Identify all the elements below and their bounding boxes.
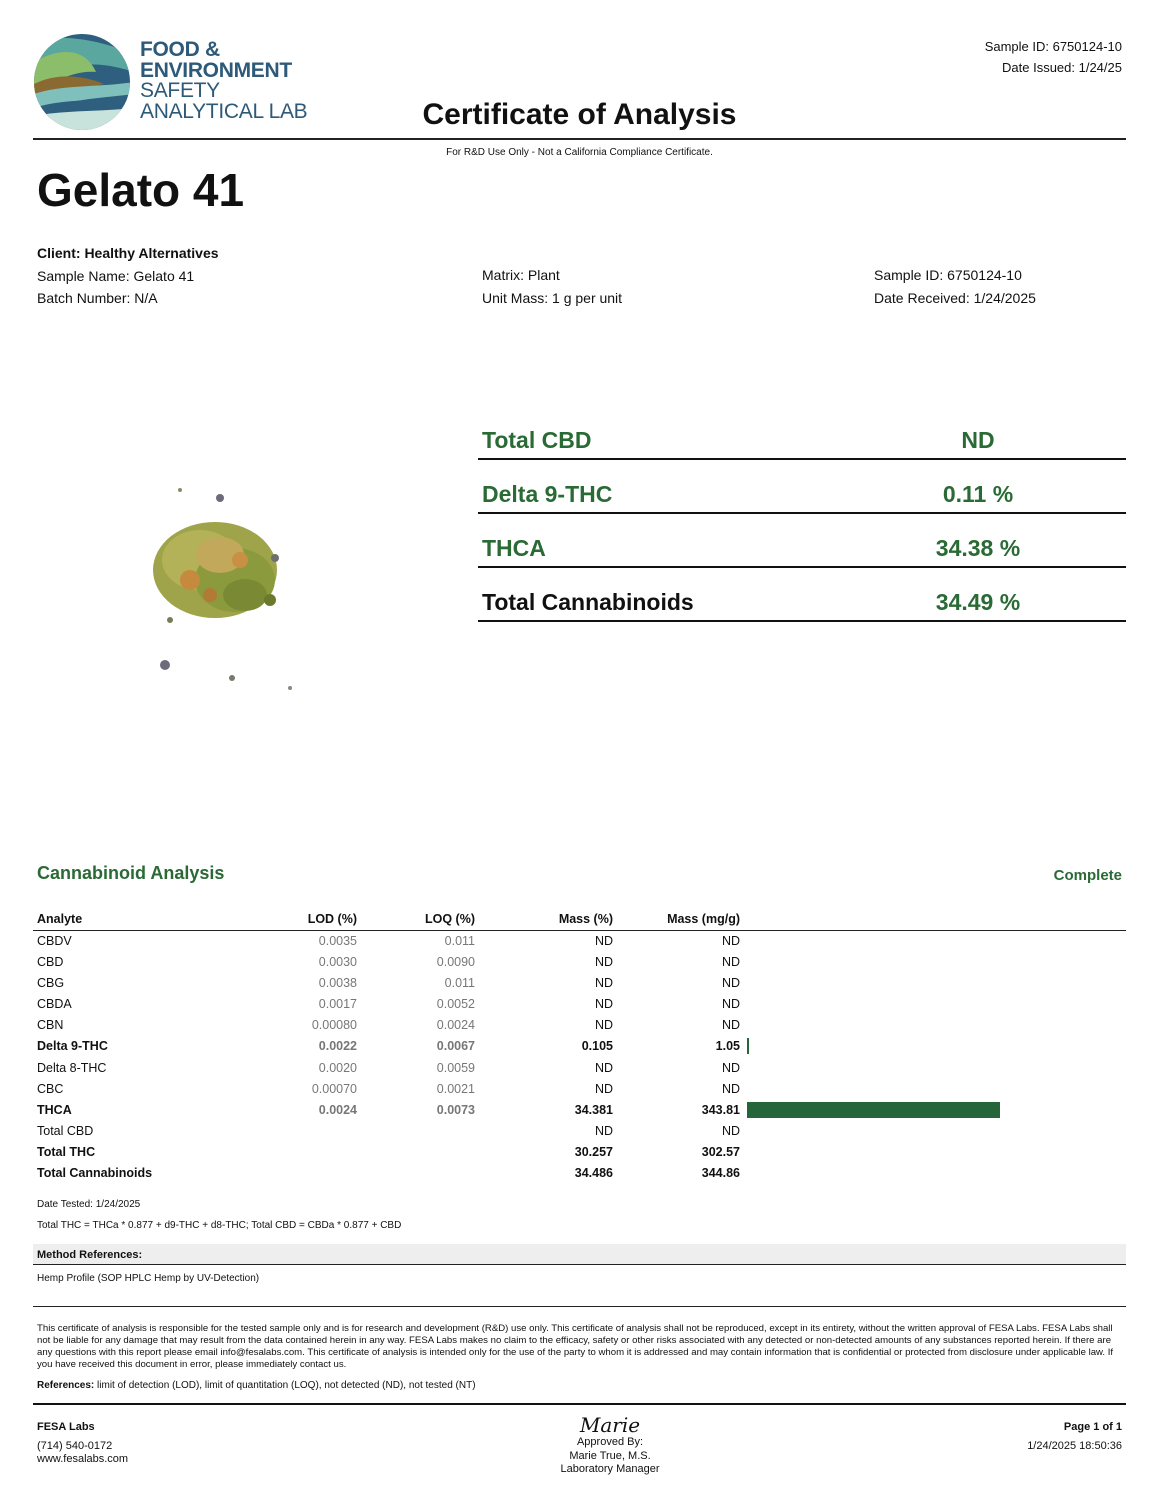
sample-name: Sample Name: Gelato 41 — [37, 267, 195, 284]
table-row — [33, 1121, 1126, 1142]
page-number: Page 1 of 1 — [1063, 1421, 1122, 1433]
mass-percent-cell: ND — [594, 955, 613, 970]
analyte-cell: CBG — [37, 976, 65, 991]
analyte-cell: Total CBD — [37, 1123, 94, 1138]
summary-row — [478, 516, 1126, 568]
product-name: Gelato 41 — [37, 164, 245, 216]
total-formula: Total THC = THCa * 0.877 + d9-THC + d8-THC; Total CBD = CBDa * 0.877 + CBD — [37, 1220, 402, 1231]
logo-line: ANALYTICAL LAB — [140, 99, 308, 123]
table-row — [33, 994, 1126, 1015]
info-column-right — [874, 264, 1036, 309]
references-line — [37, 1380, 476, 1391]
footer-approval — [480, 1414, 740, 1477]
analyte-cell: Delta 8-THC — [37, 1060, 107, 1075]
lod-cell: 0.0022 — [318, 1039, 357, 1054]
loq-cell: 0.011 — [444, 934, 475, 948]
footer-lab-name: FESA Labs — [37, 1421, 95, 1433]
lod-cell: 0.0030 — [318, 955, 357, 970]
footer-left — [37, 1421, 128, 1467]
summary-row — [478, 408, 1126, 460]
loq-cell: 0.0067 — [436, 1039, 475, 1054]
mass-percent-cell: ND — [594, 1081, 613, 1096]
loq-cell: 0.0024 — [436, 1018, 475, 1033]
status-badge: Complete — [1053, 867, 1122, 884]
mass-percent-cell: ND — [594, 1060, 613, 1075]
mass-percent-cell: ND — [594, 934, 613, 948]
column-header: LOQ (%) — [425, 912, 475, 926]
loq-cell: 0.011 — [444, 976, 475, 991]
mass-mg-cell: ND — [721, 1060, 740, 1075]
analyte-cell: CBN — [37, 1018, 64, 1033]
analyte-cell: CBD — [37, 955, 64, 970]
table-row — [33, 973, 1126, 994]
summary-label: Delta 9-THC — [482, 481, 613, 507]
method-text: Hemp Profile (SOP HPLC Hemp by UV-Detection) — [37, 1273, 260, 1284]
table-row — [33, 1058, 1126, 1079]
sample-id: Sample ID: 6750124-10 — [874, 267, 1022, 283]
summary-label: THCA — [482, 535, 546, 561]
references-label: References: — [37, 1380, 95, 1391]
mass-percent-cell: ND — [594, 997, 613, 1012]
approved-by: Approved By: — [576, 1436, 644, 1448]
legal-disclaimer: This certificate of analysis is responsible for the tested sample only and is for research and development (R&D) use only. This certificate of analysis shall not be reproduced, except in its entirety, without the written approval of FESA Labs. FESA Labs shall not be liable for any damage that may result from the data contained herein in any way. FESA Labs makes no claim to the efficacy, safety or other risks associated with any detected or non-detected amounts of any substances reported herein. If there are any questions with this report please email info@fesalabs.com. This certificate of analysis is intended only for the use of the party to whom it is addressed and may contain information that is confidential or protected from disclosure under applicable law. If you have received this document in error, please immediately contact us. — [37, 1323, 1114, 1371]
table-row — [33, 1100, 1126, 1121]
mass-mg-cell: 1.05 — [715, 1039, 740, 1054]
lod-cell: 0.0024 — [318, 1102, 357, 1117]
mass-percent-cell: ND — [594, 1018, 613, 1033]
loq-cell: 0.0059 — [436, 1060, 475, 1075]
table-row — [33, 1015, 1126, 1036]
mass-mg-cell: ND — [721, 934, 740, 948]
potency-summary — [478, 408, 1126, 624]
print-timestamp: 1/24/2025 18:50:36 — [1027, 1439, 1122, 1452]
mass-mg-cell: ND — [721, 976, 740, 991]
footer-website: www.fesalabs.com — [37, 1453, 129, 1465]
header-date-issued: Date Issued: 1/24/25 — [1002, 60, 1122, 75]
mass-mg-cell: ND — [721, 1081, 740, 1096]
cannabis-bud-image — [140, 460, 360, 700]
lod-cell: 0.00070 — [311, 1081, 357, 1096]
column-header: Analyte — [37, 912, 83, 926]
header-disclaimer: For R&D Use Only - Not a California Compliance Certificate. — [446, 147, 713, 158]
footer-divider — [33, 1403, 1126, 1405]
mass-percent-cell: ND — [594, 976, 613, 991]
mass-mg-cell: 344.86 — [701, 1166, 740, 1181]
date-received: Date Received: 1/24/2025 — [874, 289, 1036, 306]
matrix: Matrix: Plant — [482, 267, 560, 283]
mass-mg-cell: 343.81 — [701, 1102, 740, 1117]
signature: Marie — [579, 1413, 641, 1437]
header-sample-meta — [985, 36, 1122, 78]
table-row — [33, 1163, 1126, 1184]
mass-bar — [747, 1102, 1000, 1118]
section-title: Cannabinoid Analysis — [37, 863, 225, 883]
date-tested: Date Tested: 1/24/2025 — [37, 1199, 141, 1210]
mass-bar — [747, 1038, 749, 1054]
analyte-cell: CBC — [37, 1081, 64, 1096]
mass-mg-cell: 302.57 — [701, 1144, 740, 1159]
lod-cell: 0.0017 — [318, 997, 357, 1012]
lod-cell: 0.0035 — [318, 934, 357, 948]
logo-line: SAFETY — [140, 79, 220, 102]
column-header: LOD (%) — [307, 912, 357, 926]
summary-label: Total CBD — [482, 427, 592, 453]
mass-percent-cell: 34.381 — [574, 1102, 613, 1117]
info-column-middle — [482, 264, 622, 309]
mass-percent-cell: 0.105 — [581, 1039, 613, 1054]
loq-cell: 0.0021 — [436, 1081, 475, 1096]
mass-percent-cell: 34.486 — [574, 1166, 613, 1181]
summary-value: 0.11 % — [942, 481, 1014, 507]
sample-photo — [140, 460, 360, 700]
footer-right — [1027, 1421, 1122, 1453]
table-row — [33, 952, 1126, 973]
summary-row — [478, 462, 1126, 514]
mass-mg-cell: ND — [721, 997, 740, 1012]
table-body — [33, 931, 1126, 1184]
summary-row — [478, 570, 1126, 622]
method-references-header — [33, 1244, 1126, 1265]
batch-number: Batch Number: N/A — [37, 290, 158, 306]
loq-cell: 0.0090 — [436, 955, 475, 970]
summary-value: ND — [961, 427, 995, 453]
analyte-cell: CBDV — [37, 934, 72, 948]
logo-line: FOOD & — [140, 38, 220, 61]
summary-label: Total Cannabinoids — [482, 589, 694, 615]
analyte-cell: Delta 9-THC — [37, 1039, 108, 1054]
logo-line: ENVIRONMENT — [140, 58, 292, 82]
loq-cell: 0.0073 — [436, 1102, 475, 1117]
table-row — [33, 1142, 1126, 1163]
column-header: Mass (%) — [558, 912, 613, 926]
references-text: limit of detection (LOD), limit of quantitation (LOQ), not detected (ND), not tested (NT) — [94, 1380, 476, 1391]
analyte-cell: Total THC — [37, 1144, 96, 1159]
mass-percent-cell: 30.257 — [574, 1144, 613, 1159]
table-row — [33, 1036, 1126, 1057]
approver-title: Laboratory Manager — [560, 1463, 660, 1475]
client-name: Client: Healthy Alternatives — [37, 245, 219, 261]
mass-mg-cell: ND — [721, 955, 740, 970]
unit-mass: Unit Mass: 1 g per unit — [482, 289, 623, 306]
mass-mg-cell: ND — [721, 1018, 740, 1033]
header-divider — [33, 138, 1126, 140]
info-column-left — [37, 242, 219, 310]
page-title: Certificate of Analysis — [422, 98, 737, 131]
table-header — [33, 909, 1126, 931]
mass-mg-cell: ND — [721, 1123, 740, 1138]
cannabinoid-table — [33, 909, 1126, 1184]
table-row — [33, 931, 1126, 952]
analyte-cell: Total Cannabinoids — [37, 1166, 153, 1181]
divider — [33, 1306, 1126, 1307]
summary-value: 34.38 % — [935, 535, 1021, 561]
analyte-cell: CBDA — [37, 997, 72, 1012]
footer-phone: (714) 540-0172 — [37, 1439, 113, 1452]
lod-cell: 0.0020 — [318, 1060, 357, 1075]
loq-cell: 0.0052 — [436, 997, 475, 1012]
summary-value: 34.49 % — [935, 589, 1021, 615]
lod-cell: 0.0038 — [318, 976, 357, 991]
method-heading: Method References: — [37, 1249, 143, 1261]
column-header: Mass (mg/g) — [667, 912, 740, 926]
mass-percent-cell: ND — [594, 1123, 613, 1138]
table-row — [33, 1079, 1126, 1100]
lod-cell: 0.00080 — [311, 1018, 357, 1033]
approver-name: Marie True, M.S. — [569, 1449, 651, 1462]
header-sample-id: Sample ID: 6750124-10 — [984, 39, 1122, 54]
analyte-cell: THCA — [37, 1102, 72, 1117]
